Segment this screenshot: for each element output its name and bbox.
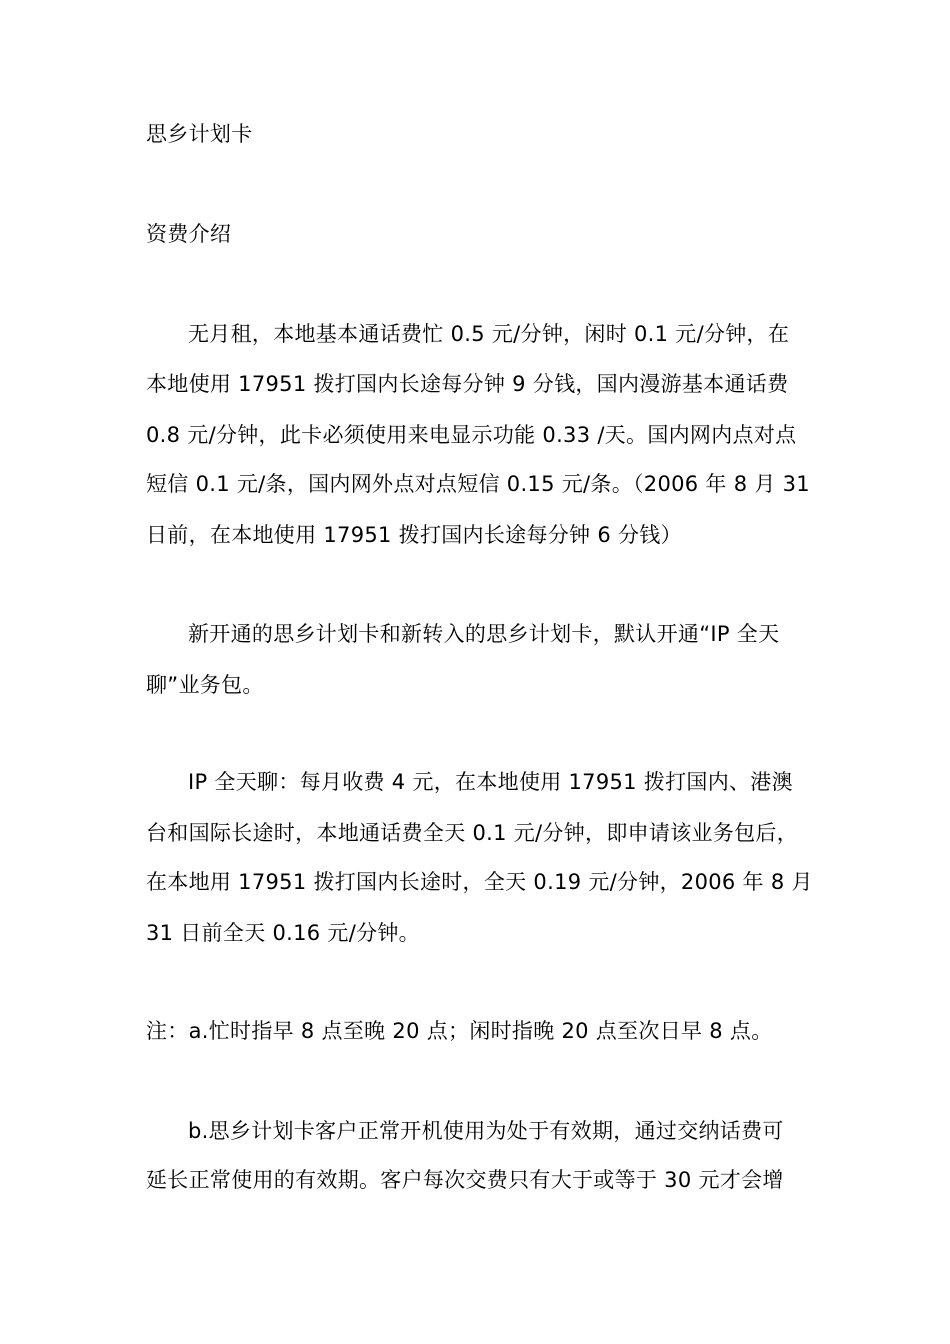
paragraph-3-line-2: 台和国际长途时，本地通话费全天 0.1 元/分钟，即申请该业务包后， [146, 821, 799, 845]
section-heading: 资费介绍 [146, 222, 232, 246]
paragraph-1-line-1: 无月租，本地基本通话费忙 0.5 元/分钟，闲时 0.1 元/分钟，在 [188, 322, 790, 346]
paragraph-1-line-3: 0.8 元/分钟，此卡必须使用来电显示功能 0.33 /天。国内网内点对点 [146, 423, 797, 447]
note-b-line-1: b.思乡计划卡客户正常开机使用为处于有效期，通过交纳话费可 [188, 1119, 784, 1143]
paragraph-2-line-2: 聊”业务包。 [146, 673, 264, 697]
note-a: 注：a.忙时指早 8 点至晚 20 点；闲时指晚 20 点至次日早 8 点。 [146, 1019, 773, 1043]
paragraph-3-line-1: IP 全天聊：每月收费 4 元，在本地使用 17951 拨打国内、港澳 [188, 770, 793, 794]
paragraph-3-line-4: 31 日前全天 0.16 元/分钟。 [146, 921, 420, 945]
paragraph-1-line-2: 本地使用 17951 拨打国内长途每分钟 9 分钱，国内漫游基本通话费 [146, 372, 789, 396]
paragraph-3-line-3: 在本地用 17951 拨打国内长途时，全天 0.19 元/分钟，2006 年 8 月 [146, 870, 813, 894]
document-title: 思乡计划卡 [146, 122, 253, 146]
note-b-line-2: 延长正常使用的有效期。客户每次交费只有大于或等于 30 元才会增 [146, 1168, 784, 1192]
paragraph-2-line-1: 新开通的思乡计划卡和新转入的思乡计划卡，默认开通“IP 全天 [188, 622, 780, 646]
paragraph-1-line-5: 日前，在本地使用 17951 拨打国内长途每分钟 6 分钱） [146, 523, 682, 547]
paragraph-1-line-4: 短信 0.1 元/条，国内网外点对点短信 0.15 元/条。（2006 年 8 月 31 [146, 472, 810, 496]
